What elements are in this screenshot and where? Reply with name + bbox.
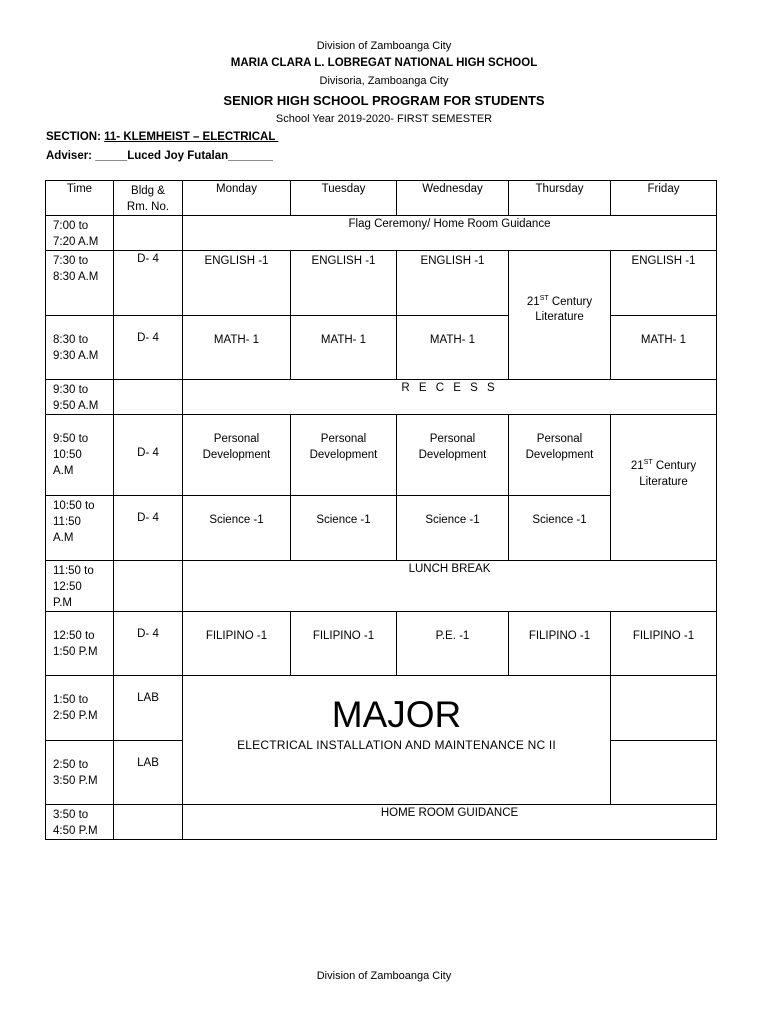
bldg-cell: D- 4 — [114, 612, 183, 676]
literature-sup: ST — [643, 459, 653, 467]
subject-cell: Personal Development — [397, 415, 509, 496]
subject-cell: Science -1 — [291, 496, 397, 561]
subject-cell: P.E. -1 — [397, 612, 509, 676]
table-row — [46, 415, 717, 496]
subject-cell: Personal Development — [183, 415, 291, 496]
major-title: MAJOR — [331, 694, 462, 735]
bldg-cell — [114, 216, 183, 251]
home-room-guidance-cell: HOME ROOM GUIDANCE — [183, 805, 717, 840]
school-location: Divisoria, Zamboanga City — [319, 75, 449, 87]
time-cell: 7:30 to 8:30 A.M — [46, 251, 114, 316]
bldg-cell: LAB — [114, 676, 183, 741]
table-row — [46, 805, 717, 840]
adviser-value: _____Luced Joy Futalan_______ — [95, 150, 273, 162]
header-wednesday: Wednesday — [397, 181, 509, 216]
subject-cell: FILIPINO -1 — [509, 612, 611, 676]
literature-cell-friday — [611, 415, 717, 561]
flag-ceremony-cell: Flag Ceremony/ Home Room Guidance — [183, 216, 717, 251]
subject-cell: FILIPINO -1 — [611, 612, 717, 676]
time-cell: 1:50 to 2:50 P.M — [46, 676, 114, 741]
table-header-row — [46, 181, 717, 216]
footer-division: Division of Zamboanga City — [316, 970, 452, 982]
table-row — [46, 251, 717, 316]
subject-cell: MATH- 1 — [611, 316, 717, 380]
bldg-cell: D- 4 — [114, 415, 183, 496]
subject-cell: Science -1 — [183, 496, 291, 561]
time-cell: 3:50 to 4:50 P.M — [46, 805, 114, 840]
program-title: SENIOR HIGH SCHOOL PROGRAM FOR STUDENTS — [223, 93, 545, 108]
subject-cell: MATH- 1 — [291, 316, 397, 380]
literature-num: 21 — [526, 295, 540, 308]
friday-empty-cell — [611, 741, 717, 805]
literature-sup: ST — [539, 294, 549, 302]
literature-cell-thursday — [509, 251, 611, 380]
time-cell: 12:50 to 1:50 P.M — [46, 612, 114, 676]
subject-cell: MATH- 1 — [183, 316, 291, 380]
subject-cell: MATH- 1 — [397, 316, 509, 380]
recess-cell: R E C E S S — [183, 380, 717, 415]
subject-cell: Personal Development — [291, 415, 397, 496]
header-tuesday: Tuesday — [291, 181, 397, 216]
table-row — [46, 216, 717, 251]
adviser-label: Adviser: — [46, 150, 96, 162]
subject-cell: FILIPINO -1 — [183, 612, 291, 676]
literature-text: Century Literature — [639, 459, 697, 488]
lunch-break-cell: LUNCH BREAK — [183, 561, 717, 612]
header-thursday: Thursday — [509, 181, 611, 216]
bldg-cell — [114, 805, 183, 840]
time-cell: 9:50 to 10:50 A.M — [46, 415, 114, 496]
header-friday: Friday — [611, 181, 717, 216]
literature-num: 21 — [630, 459, 644, 472]
school-year: School Year 2019-2020- FIRST SEMESTER — [275, 113, 493, 125]
bldg-cell — [114, 380, 183, 415]
friday-empty-cell — [611, 676, 717, 741]
section-value: 11- KLEMHEIST – ELECTRICAL — [104, 131, 279, 143]
subject-cell: Science -1 — [397, 496, 509, 561]
table-row — [46, 316, 717, 380]
time-cell: 2:50 to 3:50 P.M — [46, 741, 114, 805]
subject-cell: Science -1 — [509, 496, 611, 561]
header-time: Time — [46, 181, 114, 216]
table-row — [46, 380, 717, 415]
bldg-cell: LAB — [114, 741, 183, 805]
subject-cell: ENGLISH -1 — [291, 251, 397, 316]
table-row — [46, 561, 717, 612]
major-block — [183, 676, 611, 805]
bldg-cell — [114, 561, 183, 612]
bldg-cell: D- 4 — [114, 251, 183, 316]
time-cell: 10:50 to 11:50 A.M — [46, 496, 114, 561]
division-heading: Division of Zamboanga City — [316, 40, 452, 52]
table-row — [46, 676, 717, 741]
bldg-cell: D- 4 — [114, 496, 183, 561]
subject-cell: ENGLISH -1 — [183, 251, 291, 316]
major-subtitle: ELECTRICAL INSTALLATION AND MAINTENANCE NC II — [237, 738, 556, 752]
subject-cell: ENGLISH -1 — [611, 251, 717, 316]
bldg-cell: D- 4 — [114, 316, 183, 380]
subject-cell: Personal Development — [509, 415, 611, 496]
subject-cell: FILIPINO -1 — [291, 612, 397, 676]
time-cell: 8:30 to 9:30 A.M — [46, 316, 114, 380]
subject-cell: ENGLISH -1 — [397, 251, 509, 316]
table-row — [46, 612, 717, 676]
time-cell: 9:30 to 9:50 A.M — [46, 380, 114, 415]
section-line — [46, 131, 278, 143]
header-monday: Monday — [183, 181, 291, 216]
school-name: MARIA CLARA L. LOBREGAT NATIONAL HIGH SCHOOL — [230, 57, 538, 69]
time-cell: 7:00 to 7:20 A.M — [46, 216, 114, 251]
adviser-line — [46, 150, 273, 162]
literature-text: Century Literature — [535, 295, 593, 324]
section-label: SECTION: — [46, 131, 105, 143]
header-bldg: Bldg & Rm. No. — [114, 181, 183, 216]
class-schedule-table — [45, 180, 717, 840]
time-cell: 11:50 to 12:50 P.M — [46, 561, 114, 612]
